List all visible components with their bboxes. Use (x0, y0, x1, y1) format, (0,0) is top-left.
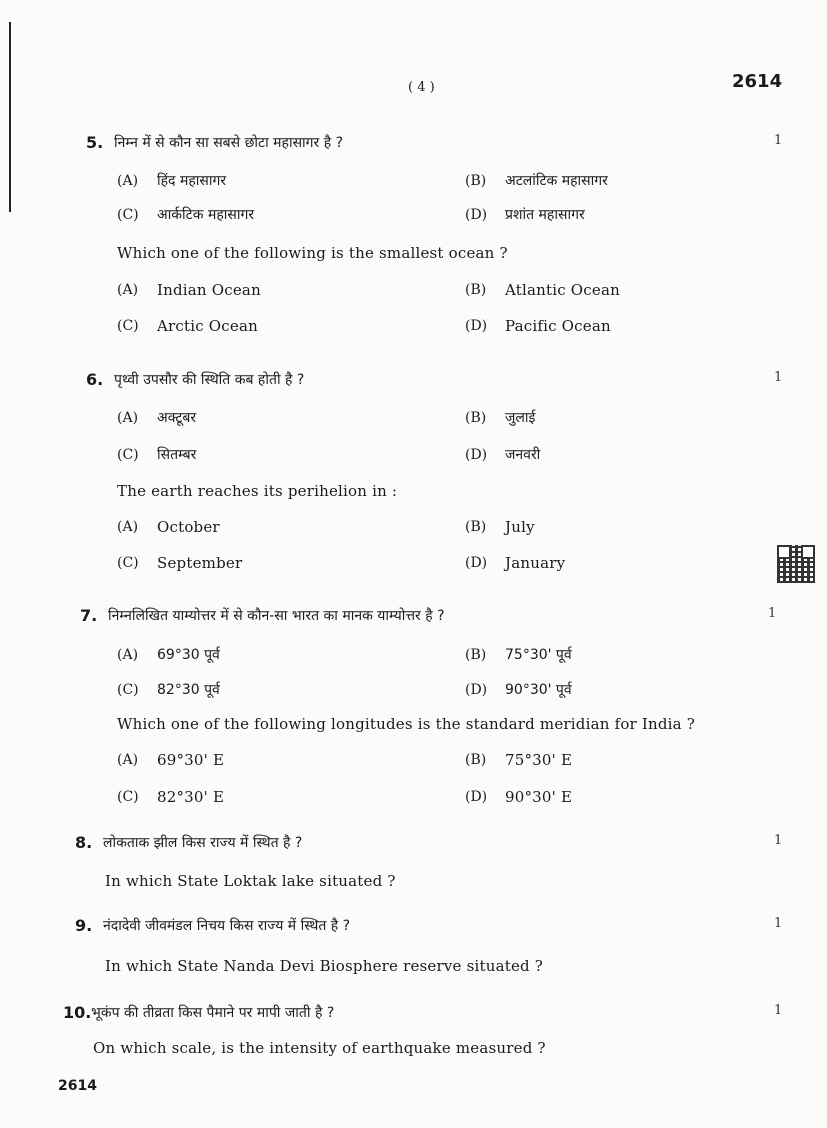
question-number: 10. (63, 1003, 92, 1022)
option-label: (B) (465, 173, 487, 189)
option-label: (C) (117, 318, 139, 334)
question-number: 6. (86, 370, 104, 389)
marks: 1 (774, 133, 783, 148)
qr-code (777, 545, 815, 583)
question-text-english: Which one of the following is the smallest ocean ? (117, 244, 508, 262)
option-hindi: जुलाई (505, 410, 536, 426)
question-text-hindi: निम्नलिखित याम्योत्तर में से कौन-सा भारत का मानक याम्योत्तर है ? (108, 608, 445, 624)
marks: 1 (774, 370, 783, 385)
question-number: 8. (75, 833, 93, 852)
marks: 1 (768, 606, 777, 621)
option-label: (A) (117, 410, 139, 426)
option-label: (C) (117, 555, 139, 571)
paper-code-footer: 2614 (58, 1078, 97, 1094)
page-number: ( 4 ) (408, 80, 435, 95)
question-text-english: The earth reaches its perihelion in : (117, 482, 398, 500)
option-label: (D) (465, 447, 488, 463)
option-hindi: 69°30 पूर्व (157, 647, 220, 663)
option-hindi: जनवरी (505, 447, 541, 463)
option-label: (B) (465, 282, 487, 298)
scan-margin-line (9, 22, 11, 212)
option-label: (C) (117, 682, 139, 698)
question-text-hindi: भूकंप की तीव्रता किस पैमाने पर मापी जाती है ? (91, 1005, 335, 1021)
option-hindi: हिंद महासागर (157, 173, 227, 189)
option-label: (C) (117, 207, 139, 223)
option-english: Arctic Ocean (157, 317, 258, 335)
paper-code-header: 2614 (732, 71, 783, 92)
option-hindi: 90°30' पूर्व (505, 682, 572, 698)
question-number: 5. (86, 133, 104, 152)
marks: 1 (774, 833, 783, 848)
option-english: 75°30' E (505, 751, 573, 769)
question-text-english: In which State Loktak lake situated ? (105, 872, 396, 890)
option-hindi: अटलांटिक महासागर (505, 173, 608, 189)
option-hindi: आर्कटिक महासागर (157, 207, 255, 223)
option-label: (D) (465, 207, 488, 223)
option-label: (D) (465, 682, 488, 698)
question-text-hindi: नंदादेवी जीवमंडल निचय किस राज्य में स्थित है ? (103, 918, 351, 934)
option-label: (A) (117, 173, 139, 189)
option-english: Indian Ocean (157, 281, 261, 299)
option-hindi: अक्टूबर (157, 410, 197, 426)
question-number: 9. (75, 916, 93, 935)
question-text-english: On which scale, is the intensity of earthquake measured ? (93, 1039, 546, 1057)
option-english: October (157, 518, 220, 536)
question-number: 7. (80, 606, 98, 625)
option-label: (A) (117, 519, 139, 535)
option-label: (D) (465, 789, 488, 805)
option-label: (C) (117, 447, 139, 463)
option-english: Pacific Ocean (505, 317, 611, 335)
question-text-hindi: पृथ्वी उपसौर की स्थिति कब होती है ? (114, 372, 305, 388)
option-english: 69°30' E (157, 751, 225, 769)
question-text-english: In which State Nanda Devi Biosphere reserve situated ? (105, 957, 544, 975)
option-english: September (157, 554, 243, 572)
option-label: (A) (117, 647, 139, 663)
question-text-hindi: निम्न में से कौन सा सबसे छोटा महासागर है ? (114, 135, 344, 151)
option-hindi: 82°30 पूर्व (157, 682, 220, 698)
option-label: (B) (465, 647, 487, 663)
option-hindi: प्रशांत महासागर (505, 207, 585, 223)
option-label: (A) (117, 282, 139, 298)
option-english: 90°30' E (505, 788, 573, 806)
option-hindi: 75°30' पूर्व (505, 647, 572, 663)
option-english: Atlantic Ocean (505, 281, 620, 299)
marks: 1 (774, 916, 783, 931)
marks: 1 (774, 1003, 783, 1018)
option-label: (B) (465, 752, 487, 768)
option-label: (A) (117, 752, 139, 768)
option-hindi: सितम्बर (157, 447, 197, 463)
option-english: 82°30' E (157, 788, 225, 806)
option-english: July (505, 518, 535, 536)
option-label: (B) (465, 519, 487, 535)
option-label: (D) (465, 555, 488, 571)
option-label: (C) (117, 789, 139, 805)
option-label: (B) (465, 410, 487, 426)
option-english: January (505, 554, 566, 572)
question-text-english: Which one of the following longitudes is the standard meridian for India ? (117, 715, 696, 733)
option-label: (D) (465, 318, 488, 334)
question-text-hindi: लोकताक झील किस राज्य में स्थित है ? (103, 835, 303, 851)
